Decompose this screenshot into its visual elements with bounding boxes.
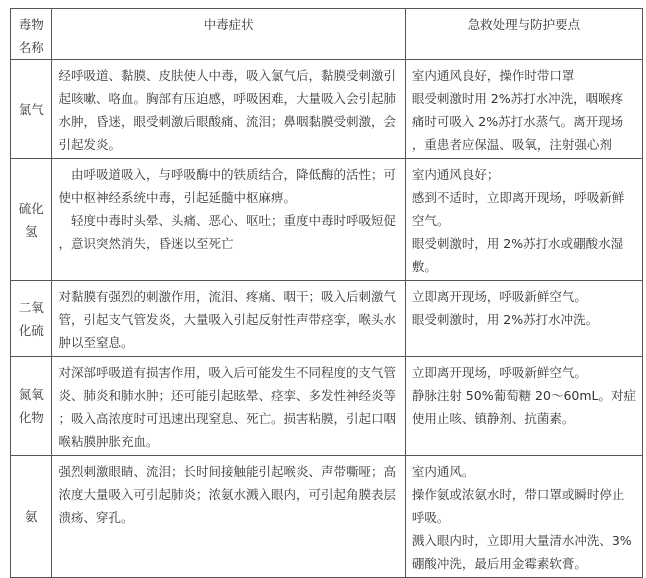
first-aid-cell xyxy=(405,60,642,159)
text-line: 痛时可吸入 2%苏打水蒸气。离开现场 xyxy=(411,114,624,129)
toxin-name-cell xyxy=(11,357,52,456)
toxin-name-cell xyxy=(11,456,52,578)
text-line: 肿以至窒息。 xyxy=(58,335,134,350)
text-line: 二氧 xyxy=(18,299,44,315)
text-line: 炎、肺炎和肺水肿；还可能引起眩晕、痉挛、多发性神经炎等 xyxy=(58,388,396,403)
text-line: 浓度大量吸入可引起肺炎；浓氨水溅入眼内，可引起角膜表层 xyxy=(58,487,396,502)
symptoms-cell xyxy=(52,60,405,159)
first-aid-cell xyxy=(405,456,642,578)
text-line: 轻度中毒时头晕、头痛、恶心、呕吐；重度中毒时呼吸短促 xyxy=(58,213,396,228)
text-line: 立即离开现场，呼吸新鲜空气。 xyxy=(411,289,587,304)
symptoms-cell xyxy=(52,281,405,357)
text-line: 管，引起支气管发炎，大量吸入引起反射性声带痉挛，喉头水 xyxy=(58,312,396,327)
header-first-aid: 急救处理与防护要点 xyxy=(405,9,642,60)
text-line: 氮氧 xyxy=(18,387,44,402)
text-line: 强烈刺激眼睛、流泪；长时间接触能引起喉炎、声带嘶哑；高 xyxy=(58,464,396,479)
text-line: 经呼吸道、黏膜、皮肤使人中毒，吸入氯气后，黏膜受刺激引 xyxy=(58,68,396,83)
table-row xyxy=(11,159,643,281)
first-aid-cell xyxy=(405,159,642,281)
toxin-name-cell xyxy=(11,159,52,281)
header-toxin-name xyxy=(11,9,52,60)
first-aid-cell xyxy=(405,281,642,357)
text-line: 化物 xyxy=(18,410,44,425)
text-line: 空气。 xyxy=(411,213,450,228)
symptoms-cell xyxy=(52,456,405,578)
text-line: ，意识突然消失，昏迷以至死亡 xyxy=(58,236,234,251)
text-line: 使用止咳、镇静剂、抗菌素。 xyxy=(411,411,575,426)
text-line: 室内通风。 xyxy=(411,464,475,479)
text-line: 硼酸冲洗，最后用金霉素软膏。 xyxy=(411,556,587,571)
text-line: 水肿，昏迷，眼受刺激后眼酸痛、流泪；鼻咽黏膜受刺激，会 xyxy=(58,114,396,129)
text-line: 室内通风良好，操作时带口罩 xyxy=(411,68,575,83)
header-symptoms: 中毒症状 xyxy=(52,9,405,60)
text-line: 化硫 xyxy=(18,322,44,338)
text-line: 硫化 xyxy=(18,200,44,216)
text-line: 操作氨或浓氨水时，带口罩或瞬时停止 xyxy=(411,487,625,502)
table-header-row xyxy=(11,9,643,60)
text-line: 室内通风良好； xyxy=(411,167,500,182)
text-line: 氨 xyxy=(24,509,38,524)
text-line: 对深部呼吸道有损害作用，吸入后可能发生不同程度的支气管 xyxy=(58,365,396,380)
text-line: 由呼吸道吸入，与呼吸酶中的铁质结合，降低酶的活性；可 xyxy=(58,167,396,182)
text-line: 氯气 xyxy=(18,101,44,117)
symptoms-cell xyxy=(52,357,405,456)
text-line: 溃疡、穿孔。 xyxy=(58,510,134,525)
text-line: 引起发炎。 xyxy=(58,137,121,152)
text-line: 眼受刺激时，用 2%苏打水或硼酸水湿 xyxy=(411,236,624,251)
text-line: 眼受刺激时，用 2%苏打水冲洗。 xyxy=(411,312,599,327)
text-line: 使中枢神经系统中毒，引起延髓中枢麻痹。 xyxy=(58,190,296,205)
text-line: 对黏膜有强烈的刺激作用，流泪、疼痛、咽干；吸入后刺激气 xyxy=(58,289,396,304)
text-line: ，重患者应保温、吸氧，注射强心剂 xyxy=(411,137,612,152)
table-row xyxy=(11,456,643,578)
text-line: 敷。 xyxy=(411,259,437,274)
text-line: 氢 xyxy=(24,223,38,239)
text-line: 眼受刺激时用 2%苏打水冲洗，咽喉疼 xyxy=(411,91,624,106)
text-line: 静脉注射 50%葡萄糖 20～60mL。对症 xyxy=(411,388,636,403)
symptoms-cell xyxy=(52,159,405,281)
table-row xyxy=(11,357,643,456)
text-line: 立即离开现场，呼吸新鲜空气。 xyxy=(411,365,587,380)
toxin-name-cell xyxy=(11,281,52,357)
text-line: 感到不适时，立即离开现场，呼吸新鲜 xyxy=(411,190,625,205)
text-line: 溅入眼内时，立即用大量清水冲洗、3% xyxy=(411,533,632,548)
header-name-line: 毒物 xyxy=(18,17,44,32)
text-line: 呼吸。 xyxy=(411,510,450,525)
text-line: 喉粘膜肿胀充血。 xyxy=(58,434,159,449)
text-line: ；吸入高浓度时可迅速出现窒息、死亡。损害粘膜，引起口咽 xyxy=(58,411,396,426)
first-aid-cell xyxy=(405,357,642,456)
text-line: 起咳嗽、咯血。胸部有压迫感，呼吸困难，大量吸入会引起肺 xyxy=(58,91,396,106)
table-row xyxy=(11,60,643,159)
table-row xyxy=(11,281,643,357)
header-name-line: 名称 xyxy=(18,40,44,55)
toxin-name-cell xyxy=(11,60,52,159)
toxin-first-aid-table xyxy=(10,8,643,578)
